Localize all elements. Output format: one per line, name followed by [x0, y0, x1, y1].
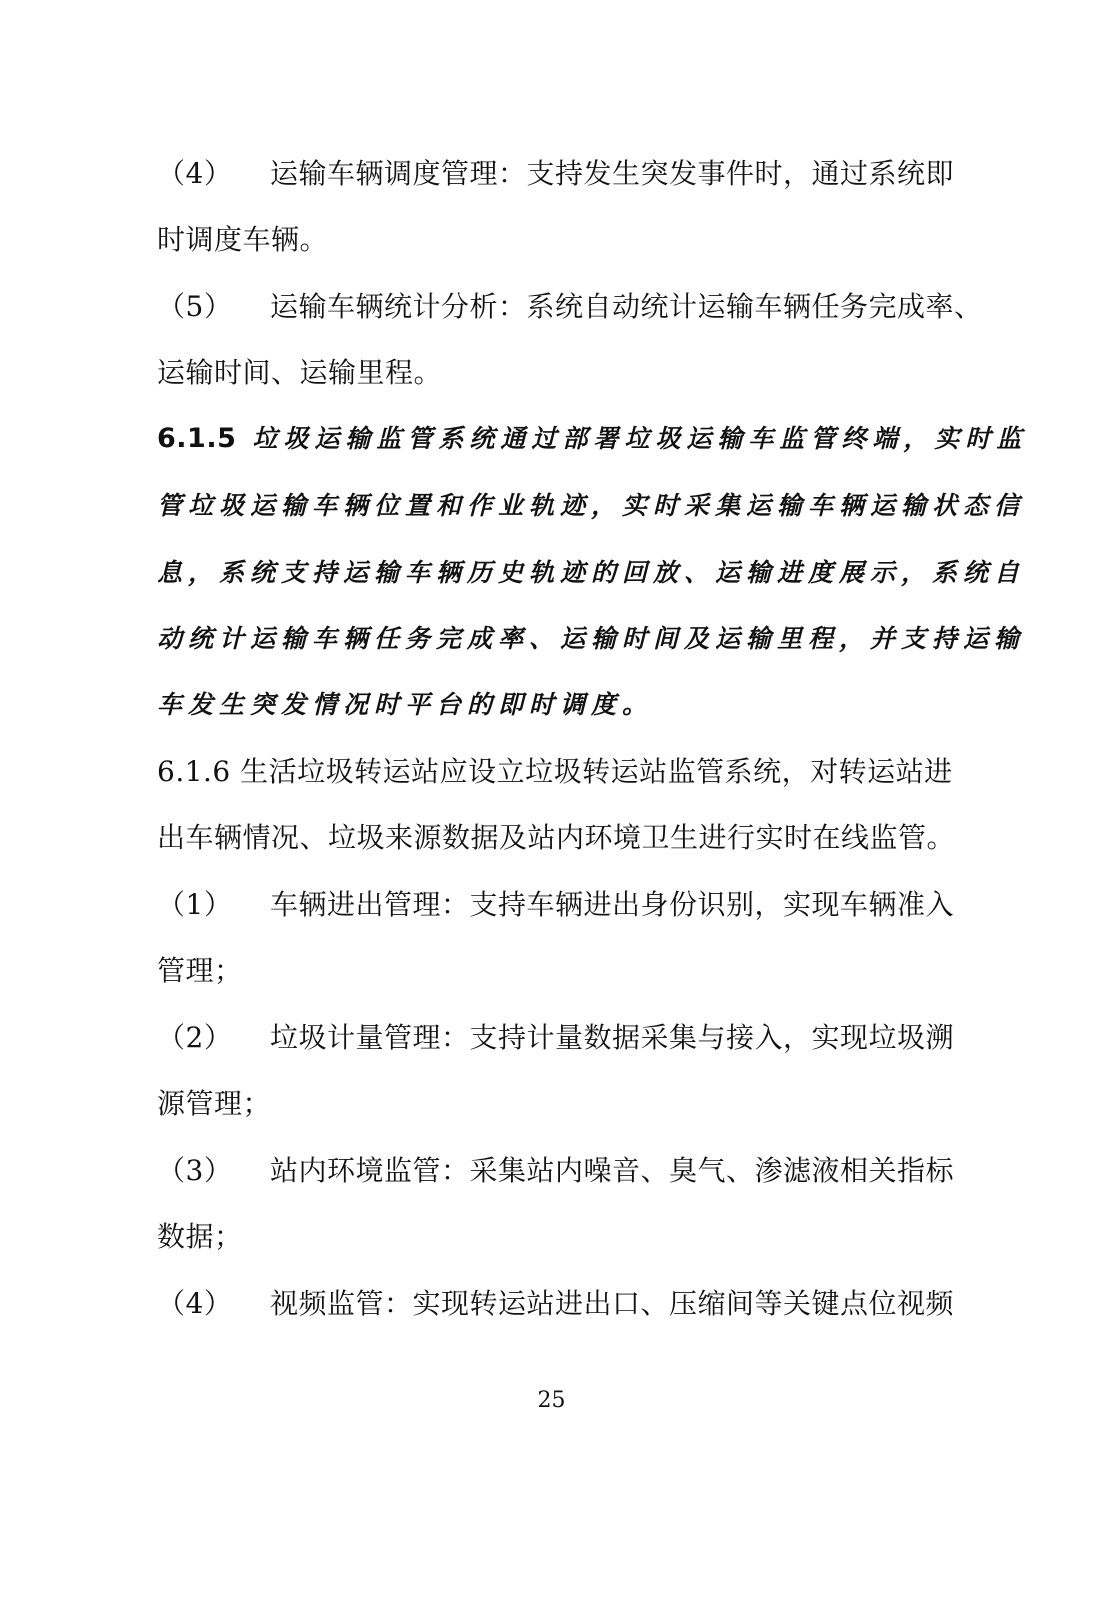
item-number: （5） [157, 290, 233, 323]
clause-616-line-2: 出车辆情况、垃圾来源数据及站内环境卫生进行实时在线监管。 [157, 821, 956, 854]
item-number: （4） [157, 1287, 233, 1320]
item-number: （1） [157, 888, 233, 921]
clause-number: 6.1.6 [157, 755, 231, 788]
station-item-3-line [157, 1151, 954, 1191]
item-text: 垃圾计量管理：支持计量数据采集与接入，实现垃圾溯 [270, 1021, 955, 1054]
page-number: 25 [537, 1388, 566, 1413]
clause-616-line-1 [157, 752, 953, 792]
station-item-3-continuation: 数据； [157, 1220, 243, 1253]
station-item-2-line [157, 1018, 954, 1058]
station-item-1-continuation: 管理； [157, 954, 243, 987]
item-4-transport-continuation: 时调度车辆。 [157, 223, 329, 256]
clause-615-line-2: 管垃圾运输车辆位置和作业轨迹，实时采集运输车辆运输状态信 [157, 491, 1026, 520]
clause-615-line-5: 车发生突发情况时平台的即时调度。 [157, 690, 654, 719]
item-4-transport-line [157, 154, 954, 194]
item-number: （2） [157, 1021, 233, 1054]
item-number: （4） [157, 157, 233, 190]
station-item-1-line [157, 885, 954, 925]
item-5-transport-line [157, 287, 983, 327]
item-5-transport-continuation: 运输时间、运输里程。 [157, 356, 443, 389]
clause-number: 6.1.5 [157, 423, 237, 454]
clause-615-line-3: 息，系统支持运输车辆历史轨迹的回放、运输进度展示，系统自 [157, 558, 1026, 587]
clause-615-line-1 [157, 419, 1027, 459]
item-text: 运输车辆统计分析：系统自动统计运输车辆任务完成率、 [270, 290, 983, 323]
station-item-4-line [157, 1284, 954, 1324]
item-text: 站内环境监管：采集站内噪音、臭气、渗滤液相关指标 [270, 1154, 955, 1187]
item-number: （3） [157, 1154, 233, 1187]
item-text: 运输车辆调度管理：支持发生突发事件时，通过系统即 [270, 157, 955, 190]
station-item-2-continuation: 源管理； [157, 1087, 272, 1120]
item-text: 车辆进出管理：支持车辆进出身份识别，实现车辆准入 [270, 888, 955, 921]
clause-text: 垃圾运输监管系统通过部署垃圾运输车监管终端，实时监 [252, 424, 1028, 453]
item-text: 视频监管：实现转运站进出口、压缩间等关键点位视频 [270, 1287, 955, 1320]
clause-615-line-4: 动统计运输车辆任务完成率、运输时间及运输里程，并支持运输 [157, 624, 1026, 653]
clause-text: 生活垃圾转运站应设立垃圾转运站监管系统，对转运站进 [240, 755, 953, 788]
